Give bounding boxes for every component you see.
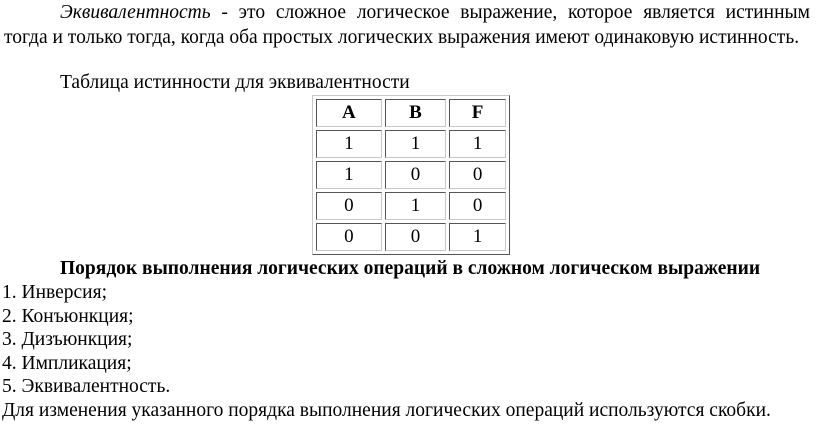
table-row	[316, 161, 506, 189]
definition-term: Эквивалентность	[60, 2, 211, 23]
table-cell: 1	[449, 130, 506, 158]
truth-table	[312, 95, 510, 255]
table-cell: 1	[449, 223, 506, 251]
header-cell-f: F	[449, 99, 506, 127]
table-header-row	[316, 99, 506, 127]
table-cell: 0	[385, 161, 446, 189]
definition-paragraph	[4, 0, 810, 50]
list-item: 4. Импликация;	[2, 352, 132, 374]
table-cell: 1	[385, 192, 446, 220]
list-item: 2. Конъюнкция;	[2, 305, 134, 327]
table-row	[316, 192, 506, 220]
table-cell: 1	[316, 161, 382, 189]
table-cell: 0	[449, 192, 506, 220]
operations-list	[2, 281, 170, 399]
table-row	[316, 223, 506, 251]
list-item: 3. Дизъюнкция;	[2, 329, 133, 351]
table-row	[316, 130, 506, 158]
footer-note: Для изменения указанного порядка выполнения логических операций используются скобки.	[2, 400, 771, 421]
header-cell-b: B	[385, 99, 446, 127]
list-item: 5. Эквивалентность.	[2, 376, 171, 398]
table-cell: 1	[316, 130, 382, 158]
order-heading: Порядок выполнения логических операций в сложном логическом выражении	[60, 258, 761, 279]
table-cell: 0	[316, 223, 382, 251]
list-item: 1. Инверсия;	[2, 282, 107, 303]
table-cell: 1	[385, 130, 446, 158]
table-caption: Таблица истинности для эквивалентности	[60, 72, 410, 93]
table-cell: 0	[316, 192, 382, 220]
definition-text: - это сложное логическое выражение, которое является истинным тогда и только тогда, когда оба простых логических выражения имеют одинаковую истинность.	[4, 2, 810, 48]
header-cell-a: A	[316, 99, 382, 127]
table-cell: 0	[449, 161, 506, 189]
table-cell: 0	[385, 223, 446, 251]
